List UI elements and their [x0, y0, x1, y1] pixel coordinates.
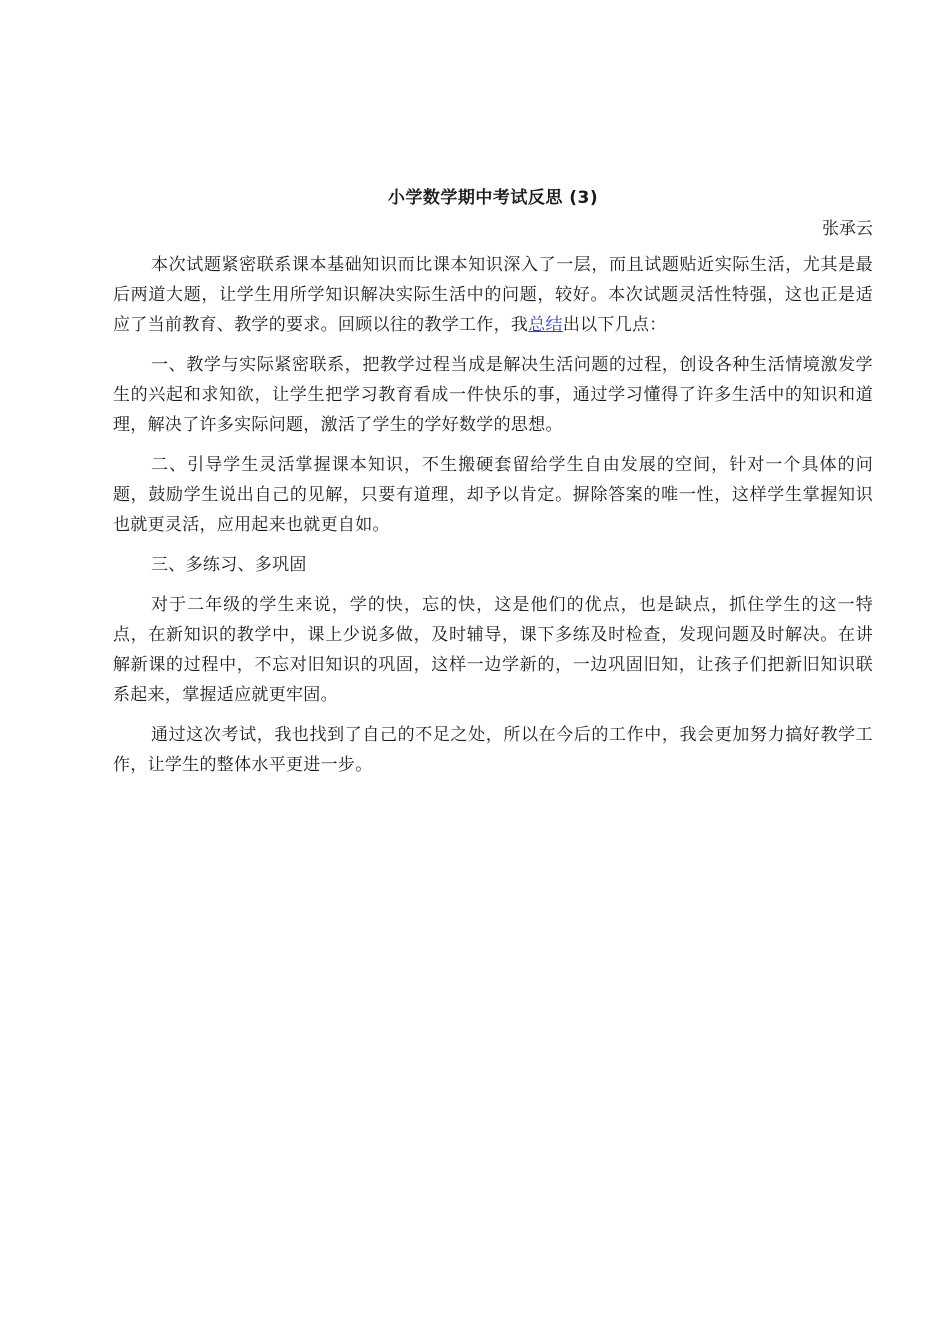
document-page: [113, 186, 873, 790]
paragraph-conclusion: 通过这次考试，我也找到了自己的不足之处，所以在今后的工作中，我会更加努力搞好教学工作，让学生的整体水平更进一步。: [113, 725, 873, 775]
author-name: 张承云: [822, 219, 873, 239]
intro-paragraph: [113, 250, 873, 340]
paragraph-point-three-body: 对于二年级的学生来说，学的快，忘的快，这是他们的优点，也是缺点，抓住学生的这一特点，在新知识的教学中，课上少说多做，及时辅导，课下多练及时检查，发现问题及时解决。在讲解新课的过程中，不忘对旧知识的巩固，这样一边学新的，一边巩固旧知，让孩子们把新旧知识联系起来，掌握适应就更牢固。: [113, 595, 873, 705]
paragraph-point-three-heading: 三、多练习、多巩固: [151, 555, 307, 575]
intro-text-before-link: 本次试题紧密联系课本基础知识而比课本知识深入了一层，而且试题贴近实际生活，尤其是最后两道大题，让学生用所学知识解决实际生活中的问题，较好。本次试题灵活性特强，这也正是适应了当前教育、教学的要求。回顾以往的教学工作，我: [113, 255, 873, 335]
paragraph-point-two: 二、引导学生灵活掌握课本知识，不生搬硬套留给学生自由发展的空间，针对一个具体的问题，鼓励学生说出自己的见解，只要有道理，却予以肯定。摒除答案的唯一性，这样学生掌握知识也就更灵活，应用起来也就更自如。: [113, 455, 873, 535]
paragraph-point-one: 一、教学与实际紧密联系，把教学过程当成是解决生活问题的过程，创设各种生活情境激发学生的兴起和求知欲，让学生把学习教育看成一件快乐的事，通过学习懂得了许多生活中的知识和道理，解决了许多实际问题，激活了学生的学好数学的思想。: [113, 355, 873, 435]
document-title: 小学数学期中考试反思 (3): [387, 188, 599, 208]
intro-text-after-link: 出以下几点：: [562, 315, 667, 335]
summary-link[interactable]: 总结: [528, 315, 563, 335]
